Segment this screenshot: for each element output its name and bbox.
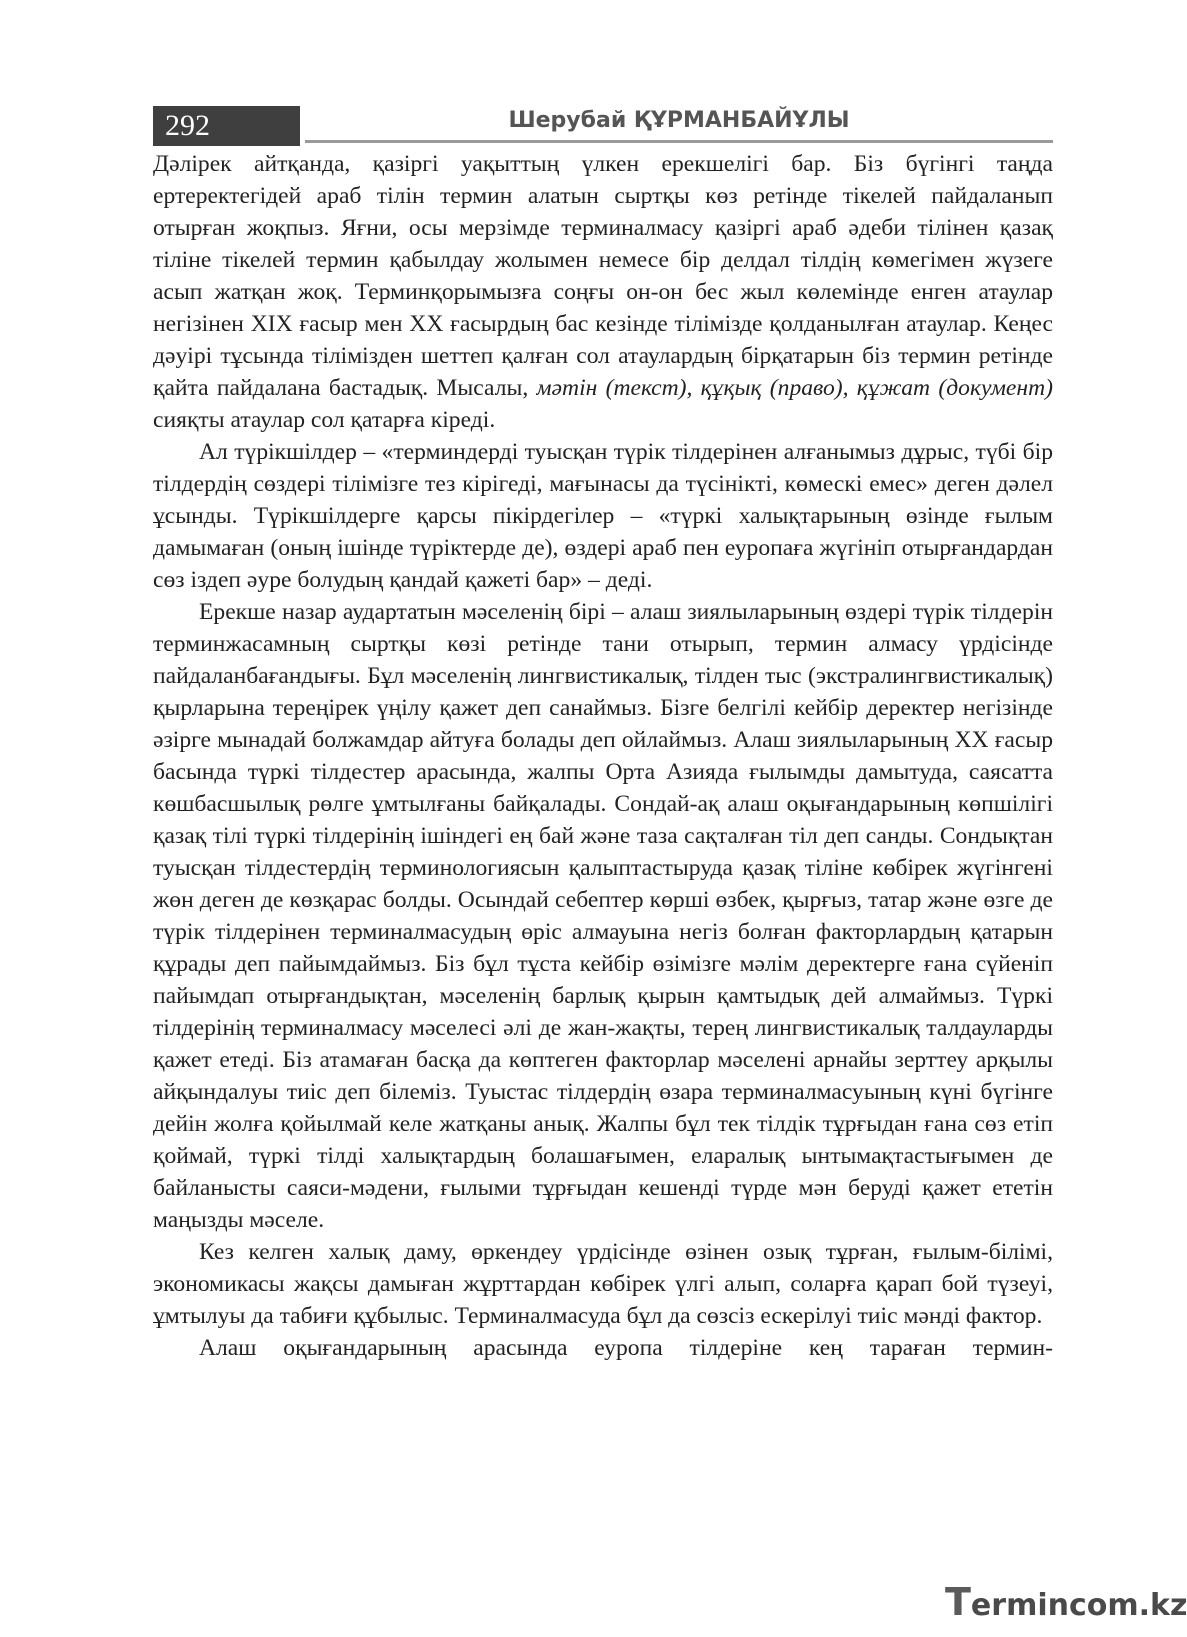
paragraph-2: Ал түрікшілдер – «терминдерді туысқан түрік тілдерінен алғанымыз дұрыс, түбі бір тілдердің сөздері тілімізге тез кірігеді, мағынасы да түсінікті, көмескі емес» деген дәлел ұсынды. Түрікшілдерге қарсы пікірдегілер – «түркі халықтарының өзінде ғылым дамымаған (оның ішінде түріктерде де), өздері араб пен еуропаға жүгініп отырғандардан сөз іздеп әуре болудың қандай қажеті бар» – деді. [153, 439, 1053, 593]
page-header [153, 106, 1053, 146]
paragraph-3: Ерекше назар аудартатын мәселенің бірі – алаш зиялыларының өздері түрік тілдерін терминжасамның сыртқы көзі ретінде тани отырып, термин алмасу үрдісінде пайдаланбағандығы. Бұл мәселенің лингвистикалық, тілден тыс (экстралингвистикалық) қырларына тереңірек үңілу қажет деп санаймыз. Бізге белгілі кейбір деректер негізінде әзірге мынадай болжамдар айтуға болады деп ойлаймыз. Алаш зиялыларының XX ғасыр басында түркі тілдестер арасында, жалпы Орта Азияда ғылымды дамытуда, саясатта көшбасшылық рөлге ұмтылғаны байқалады. Сондай-ақ алаш оқығандарының көпшілігі қазақ тілі түркі тілдерінің ішіндегі ең бай және таза сақталған тіл деп санды. Сондықтан туысқан тілдестердің терминологиясын қалыптастыруда қазақ тіліне көбірек жүгінгені жөн деген де көзқарас болды. Осындай себептер көрші өзбек, қырғыз, татар және өзге де түрік тілдерінен терминалмасудың өріс алмауына негіз болған факторлардың қатарын құрады деп пайымдаймыз. Біз бұл тұста кейбір өзімізге мәлім деректерге ғана сүйеніп пайымдап отырғандықтан, мәселенің барлық қырын қамтыдық дей алмаймыз. Түркі тілдерінің терминалмасу мәселесі әлі де жан-жақты, терең лингвистикалық талдауларды қажет етеді. Біз атамаған басқа да көптеген факторлар мәселені арнайы зерттеу арқылы айқындалуы тиіс деп білеміз. Туыстас тілдердің өзара терминалмасуының күні бүгінге дейін жолға қойылмай келе жатқаны анық. Жалпы бұл тек тілдік тұрғыдан ғана сөз етіп қоймай, түркі тілді халықтардың болашағымен, еларалық ынтымақтастығымен де байланысты саяси-мәдени, ғылыми тұрғыдан кешенді түрде мән беруді қажет ететін маңызды мәселе. [153, 599, 1053, 1233]
paragraph-1-italic-examples: мәтін (текст), құқық (право), құжат (документ) [536, 375, 1053, 401]
body-text [153, 148, 1053, 1364]
paragraph-1 [153, 148, 1053, 436]
paragraph-4: Кез келген халық даму, өркендеу үрдісінде өзінен озық тұрған, ғылым-білімі, экономикасы жақсы дамыған жұрттардан көбірек үлгі алып, соларға қарап бой түзеуі, ұмтылуы да табиғи құбылыс. Терминалмасуда бұл да сөзсіз ескерілуі тиіс мәнді фактор. [153, 1239, 1053, 1329]
watermark-rest: ermincom.kz [970, 1588, 1187, 1623]
termincom-watermark [945, 1580, 1187, 1624]
header-rule [305, 140, 1053, 143]
paragraph-1-text-b: сияқты атаулар сол қатарға кіреді. [153, 407, 496, 433]
page-number: 292 [153, 106, 300, 146]
watermark-initial: T [945, 1580, 971, 1624]
paragraph-1-text-a: Дәлірек айтқанда, қазіргі уақыттың үлкен ерекшелігі бар. Біз бүгінгі таңда ертеректегідей араб тілін термин алатын сыртқы көз ретінде тікелей пайдаланып отырған жоқпыз. Яғни, осы мерзімде терминалмасу қазіргі араб әдеби тілінен қазақ тіліне тікелей термин қабылдау жолымен немесе бір делдал тілдің көмегімен жүзеге асып жатқан жоқ. Терминқорымызға соңғы он-он бес жыл көлемінде енген атаулар негізінен XIX ғасыр мен XX ғасырдың бас кезінде тілімізде қолданылған атаулар. Кеңес дәуірі тұсында тілімізден шеттеп қалған сол атаулардың бірқатарын біз термин ретінде қайта пайдалана бастадық. Мысалы, [153, 151, 1053, 401]
running-head: Шерубай ҚҰРМАНБАЙҰЛЫ [508, 108, 850, 133]
paragraph-5: Алаш оқығандарының арасында еуропа тілдеріне кең тараған термин- [199, 1335, 1053, 1361]
